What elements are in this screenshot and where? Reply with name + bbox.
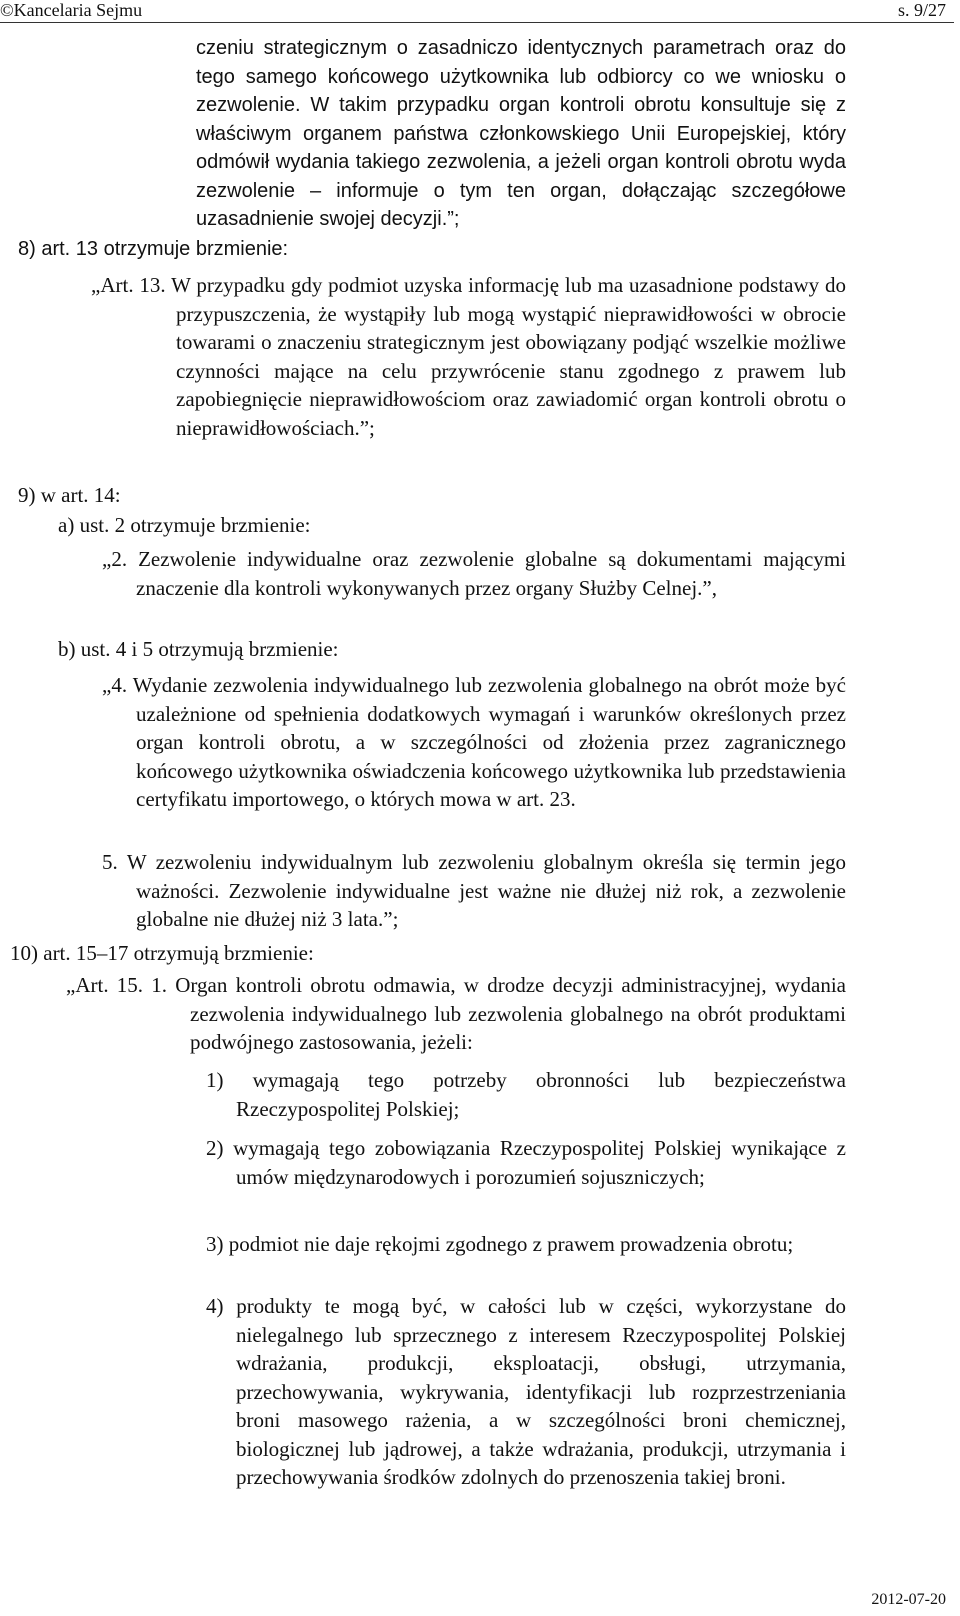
point-9a: a) ust. 2 otrzymuje brzmienie: <box>58 513 311 537</box>
point-9b: b) ust. 4 i 5 otrzymują brzmienie: <box>58 637 339 661</box>
item-2: 2) wymagają tego zobowiązania Rzeczypospolitej Polskiej wynikające z umów międzynarodowych i porozumień sojuszniczych; <box>206 1136 846 1189</box>
article-13: „Art. 13. W przypadku gdy podmiot uzyska informację lub ma uzasadnione podstawy do przypuszczenia, że wystąpiły lub mogą wystąpić nieprawidłowości w obrocie towarami o znaczeniu strategicznym jest obowiązany podjąć wszelkie możliwe czynności mające na celu przywrócenie stanu zgodnego z prawem lub zapobiegnięcie nieprawidłowościom oraz zawiadomić organ kontroli obrotu o nieprawidłowościach.”; <box>91 273 846 440</box>
footer-date: 2012-07-20 <box>871 1591 946 1608</box>
ust-4: „4. Wydanie zezwolenia indywidualnego lub zezwolenia globalnego na obrót może być uzależnione od spełnienia dodatkowych wymagań i warunków określonych przez organ kontroli obrotu, a w szczególności od złożenia przez zagranicznego końcowego użytkownika oświadczenia końcowego użytkownika lub przedstawienia certyfikatu importowego, o których mowa w art. 23. <box>102 673 846 811</box>
header-rule <box>0 22 954 23</box>
item-4: 4) produkty te mogą być, w całości lub w części, wykorzystane do nielegalnego lub sprzecznego z interesem Rzeczypospolitej Polskiej wdrażania, produkcji, eksploatacji, obsługi, utrzymania, przechowywania, wykrywania, identyfikacji lub rozprzestrzeniania broni masowego rażenia, a w szczególności broni chemicznej, biologicznej lub jądrowej, a także wdrażania, produkcji, utrzymania i przechowywania środków zdolnych do przenoszenia takiej broni. <box>206 1294 846 1489</box>
ust-5: 5. W zezwoleniu indywidualnym lub zezwoleniu globalnym określa się termin jego ważności. Zezwolenie indywidualne jest ważne nie dłużej niż rok, a zezwolenie globalne nie dłużej niż 3 lata.”; <box>102 850 846 931</box>
page-number: s. 9/27 <box>897 0 946 20</box>
ust-2: „2. Zezwolenie indywidualne oraz zezwolenie globalne są dokumentami mającymi znaczenie dla kontroli wykonywanych przez organy Służby Celnej.”, <box>102 547 846 600</box>
item-1: 1) wymagają tego potrzeby obronności lub bezpieczeństwa Rzeczypospolitej Polskiej; <box>206 1068 846 1121</box>
article-15: „Art. 15. 1. Organ kontroli obrotu odmawia, w drodze decyzji administracyjnej, wydania zezwolenia indywidualnego lub zezwolenia globalnego na obrót produktami podwójnego zastosowania, jeżeli: <box>66 973 846 1054</box>
point-10: 10) art. 15–17 otrzymują brzmienie: <box>10 941 314 965</box>
point-9: 9) w art. 14: <box>18 483 121 507</box>
copyright-header: ©Kancelaria Sejmu <box>0 0 143 20</box>
continued-paragraph: czeniu strategicznym o zasadniczo identycznych parametrach oraz do tego samego końcowego użytkownika lub odbiorcy co we wniosku o zezwolenie. W takim przypadku organ kontroli obrotu konsultuje się z właściwym organem państwa członkowskiego Unii Europejskiej, który odmówił wydania takiego zezwolenia, a jeżeli organ kontroli obrotu wyda zezwolenie – informuje o tym ten organ, dołączając szczegółowe uzasadnienie swojej decyzji.”; <box>196 37 846 230</box>
item-3: 3) podmiot nie daje rękojmi zgodnego z prawem prowadzenia obrotu; <box>206 1232 794 1256</box>
point-8: 8) art. 13 otrzymuje brzmienie: <box>18 238 289 260</box>
